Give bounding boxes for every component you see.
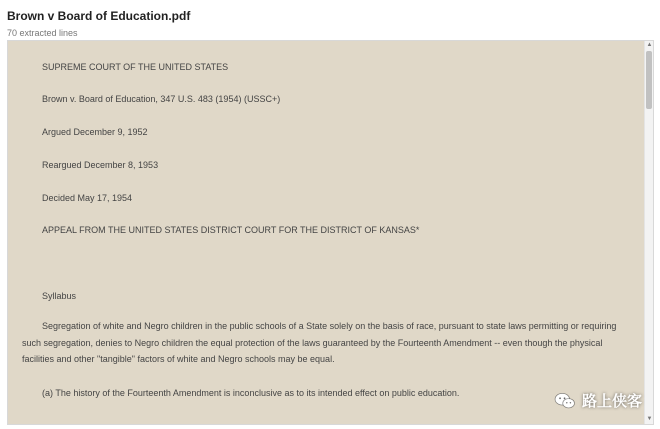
scroll-up-arrow-icon[interactable]: ▲: [646, 42, 653, 48]
history-paragraph: [22, 385, 634, 402]
scrollbar-thumb[interactable]: [646, 51, 652, 109]
vertical-scrollbar[interactable]: [644, 41, 653, 424]
argued-date-line: Argued December 9, 1952: [42, 127, 148, 137]
document-viewer[interactable]: [7, 40, 654, 425]
watermark-text: 路上侠客: [581, 393, 642, 410]
decided-date-line: Decided May 17, 1954: [42, 193, 133, 203]
extracted-lines-count: 70 extracted lines: [7, 28, 78, 38]
watermark: [554, 390, 642, 411]
wechat-icon: [554, 392, 576, 410]
case-citation-line: Brown v. Board of Education, 347 U.S. 483 (1954) (USSC+): [42, 94, 281, 104]
history-paragraph-text: (a) The history of the Fourteenth Amendment is inconclusive as to its intended effect on public education.: [42, 388, 460, 398]
document-page: [8, 41, 645, 424]
appeal-line: APPEAL FROM THE UNITED STATES DISTRICT COURT FOR THE DISTRICT OF KANSAS*: [42, 225, 420, 235]
document-header: [7, 8, 190, 38]
syllabus-paragraph: [22, 318, 634, 368]
syllabus-heading: Syllabus: [42, 291, 77, 301]
document-title: Brown v Board of Education.pdf: [7, 9, 191, 23]
court-line: SUPREME COURT OF THE UNITED STATES: [42, 62, 229, 72]
reargued-date-line: Reargued December 8, 1953: [42, 160, 159, 170]
syllabus-paragraph-text: Segregation of white and Negro children in the public schools of a State solely on the basis of race, pursuant to state laws permitting or requiring such segregation, denies to Negro children the equal protection of the laws guaranteed by the Fourteenth Amendment -- even though the physical facilities and other "tangible" factors of white and Negro schools may be equal.: [22, 321, 617, 364]
scroll-down-arrow-icon[interactable]: ▼: [646, 416, 653, 422]
